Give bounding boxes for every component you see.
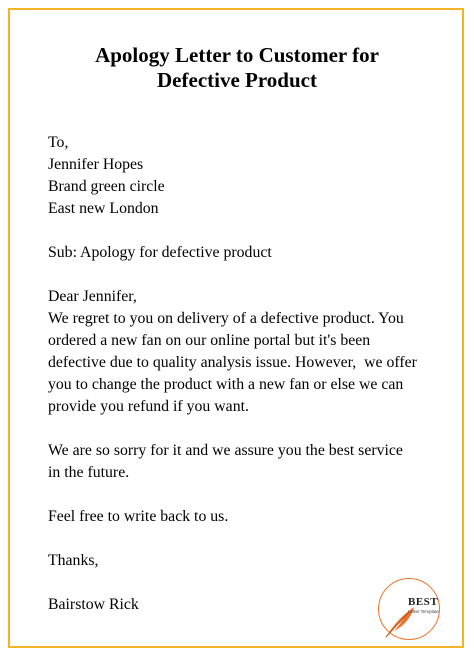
spacer	[48, 418, 452, 440]
paragraph-2-line: in the future.	[48, 464, 130, 481]
spacer	[48, 220, 452, 242]
logo-subtitle: Letter Template	[408, 609, 439, 614]
paragraph-1-line: We regret to you on delivery of a defective product. You	[48, 310, 404, 327]
logo-wordmark: BEST	[408, 596, 439, 608]
signature-name: Bairstow Rick	[48, 596, 139, 613]
spacer	[48, 484, 452, 506]
best-letter-template-logo	[372, 575, 452, 645]
letter-body	[48, 132, 452, 616]
letter-title-line-2: Defective Product	[157, 68, 317, 92]
recipient-address-line-1: Brand green circle	[48, 178, 165, 195]
letter-title	[0, 43, 474, 93]
recipient-address-line-2: East new London	[48, 200, 159, 217]
salutation: Dear Jennifer,	[48, 288, 137, 305]
paragraph-1-line: defective due to quality analysis issue. However, we offer	[48, 354, 417, 371]
closing: Thanks,	[48, 552, 99, 569]
paragraph-1-line: ordered a new fan on our online portal but it's been	[48, 332, 371, 349]
recipient-block	[48, 132, 452, 220]
paragraph-1-line: provide you refund if you want.	[48, 398, 249, 415]
recipient-name: Jennifer Hopes	[48, 156, 144, 173]
recipient-to: To,	[48, 134, 69, 151]
letter-title-line-1: Apology Letter to Customer for	[95, 43, 379, 67]
paragraph-2-line: We are so sorry for it and we assure you the best service	[48, 442, 403, 459]
paragraph-1	[48, 308, 452, 418]
spacer	[48, 528, 452, 550]
paragraph-1-line: you to change the product with a new fan or else we can	[48, 376, 404, 393]
paragraph-3: Feel free to write back to us.	[48, 508, 229, 525]
subject-line: Sub: Apology for defective product	[48, 244, 272, 261]
spacer	[48, 264, 452, 286]
paragraph-2	[48, 440, 452, 484]
